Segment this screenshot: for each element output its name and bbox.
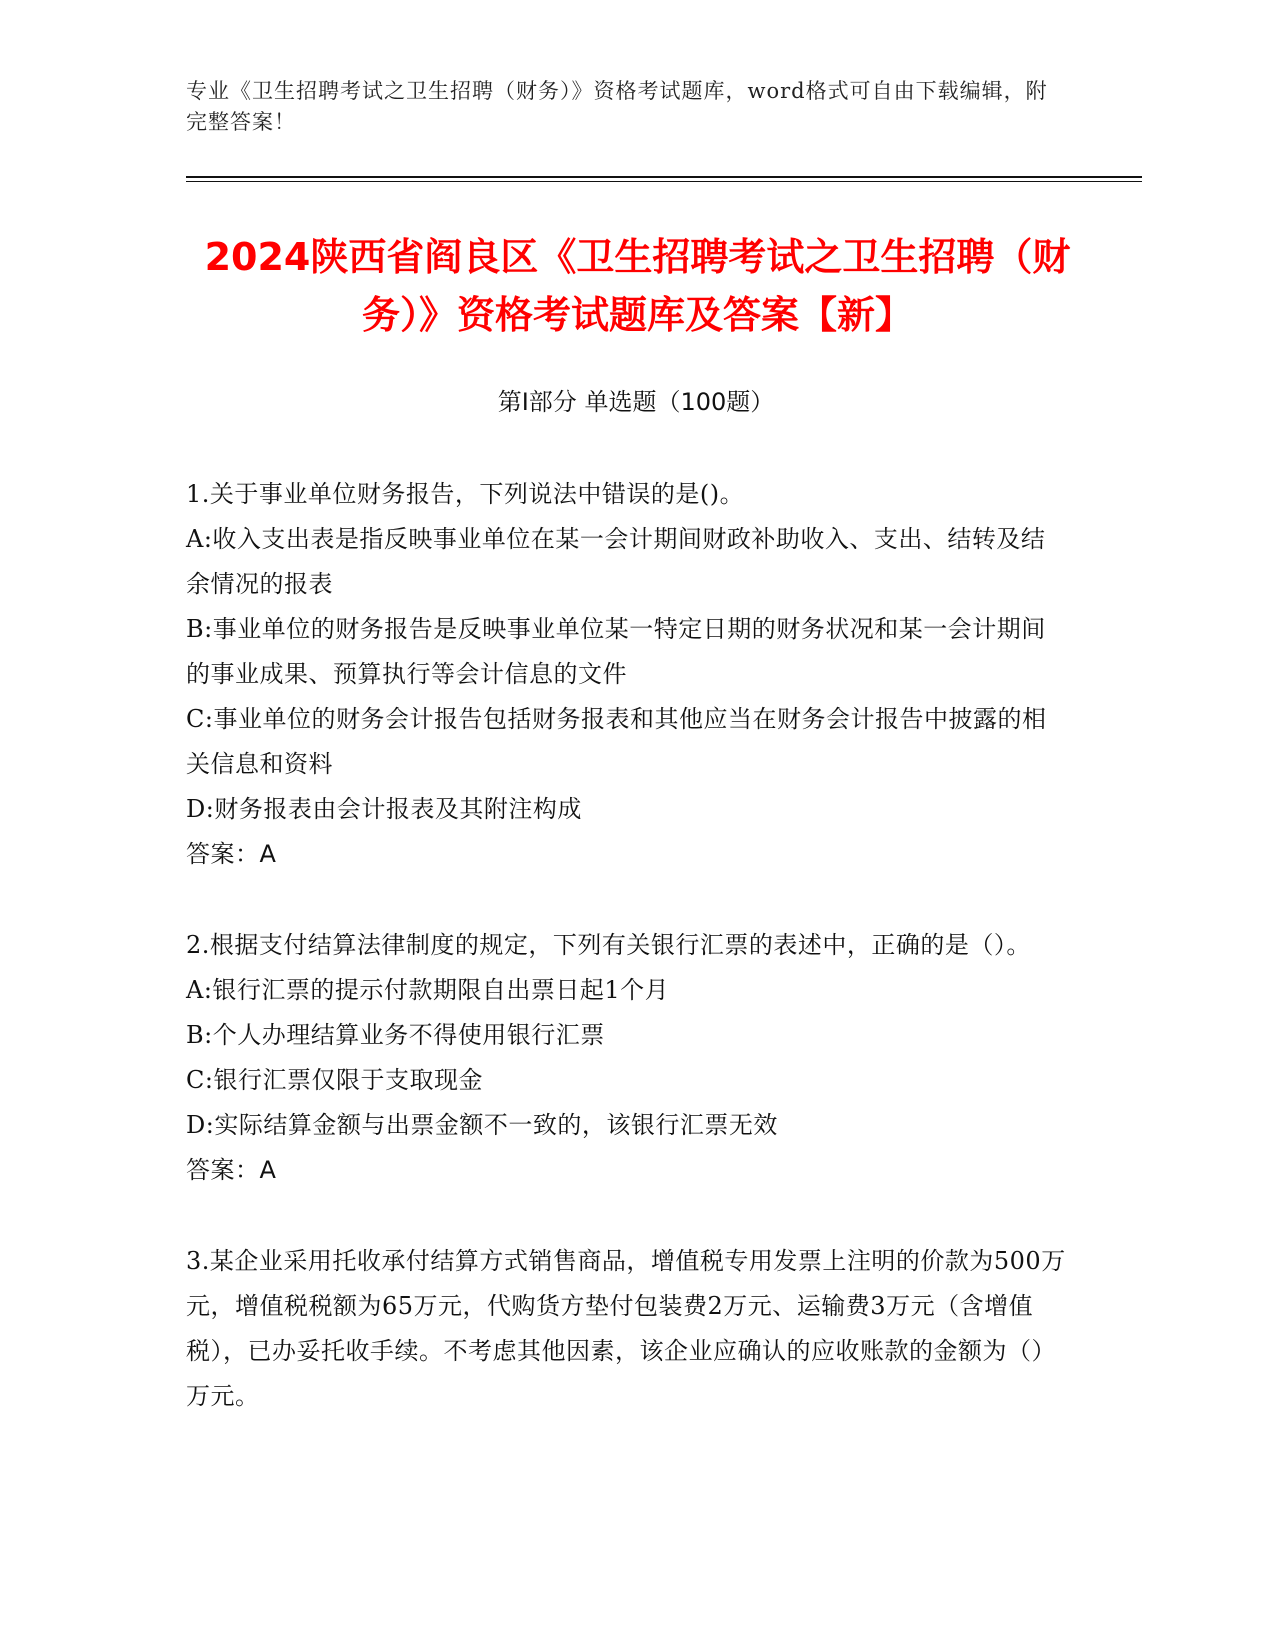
header-note: 专业《卫生招聘考试之卫生招聘（财务）》资格考试题库，word格式可自由下载编辑，附完整答案！ (186, 79, 1048, 134)
question-stem: 2.根据支付结算法律制度的规定，下列有关银行汇票的表述中，正确的是（）。 (186, 931, 1031, 959)
option-c: C:事业单位的财务会计报告包括财务报表和其他应当在财务会计报告中披露的相关信息和资料 (186, 705, 1047, 778)
option-d: D:财务报表由会计报表及其附注构成 (186, 795, 582, 823)
question-2 (186, 923, 1066, 1193)
option-a: A:银行汇票的提示付款期限自出票日起1个月 (186, 976, 670, 1004)
option-c: C:银行汇票仅限于支取现金 (186, 1066, 483, 1094)
answer: 答案：A (186, 1156, 277, 1184)
header-rule-thick (186, 176, 1142, 178)
option-b: B:个人办理结算业务不得使用银行汇票 (186, 1021, 605, 1049)
section-heading: 第I部分 单选题（100题） (497, 388, 775, 416)
option-a: A:收入支出表是指反映事业单位在某一会计期间财政补助收入、支出、结转及结余情况的报表 (186, 525, 1046, 598)
question-1 (186, 472, 1066, 877)
question-list (186, 472, 1066, 1465)
answer: 答案：A (186, 840, 277, 868)
question-stem: 1.关于事业单位财务报告，下列说法中错误的是()。 (186, 480, 745, 508)
question-stem: 3.某企业采用托收承付结算方式销售商品，增值税专用发票上注明的价款为500万元，增值税税额为65万元，代购货方垫付包装费2万元、运输费3万元（含增值税），已办妥托收手续。不考虑其他因素，该企业应确认的应收账款的金额为（）万元。 (186, 1247, 1066, 1410)
option-d: D:实际结算金额与出票金额不一致的，该银行汇票无效 (186, 1111, 778, 1139)
question-3 (186, 1239, 1066, 1419)
document-title: 2024陕西省阎良区《卫生招聘考试之卫生招聘（财务）》资格考试题库及答案【新】 (204, 235, 1071, 337)
option-b: B:事业单位的财务报告是反映事业单位某一特定日期的财务状况和某一会计期间的事业成果、预算执行等会计信息的文件 (186, 615, 1046, 688)
header-rule-thin (186, 181, 1142, 182)
